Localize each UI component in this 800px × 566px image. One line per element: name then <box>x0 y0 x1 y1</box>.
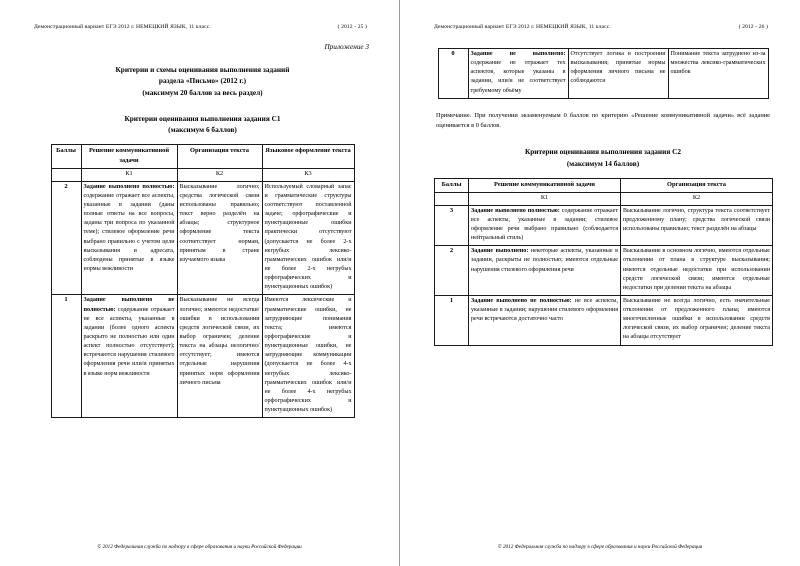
table-row <box>438 49 768 99</box>
criterion-cell-k1 <box>81 181 177 295</box>
criterion-cell-k2: Отсутствует логика в построении высказывания; принятые нормы оформления личного письма не соблюдаются <box>568 49 668 99</box>
table-row <box>51 181 354 295</box>
page-footer-right <box>400 544 800 550</box>
table-row <box>435 205 773 246</box>
table-row <box>435 246 773 296</box>
table-header-row <box>435 179 773 193</box>
section-subtitle-c1-line-2: (максимум 6 баллов) <box>168 125 237 135</box>
rubric-table-c1-continuation <box>438 48 769 99</box>
appendix-label: Приложение 3 <box>324 43 369 51</box>
criterion-lead-k1: Задание выполнено полностью: <box>471 207 560 214</box>
criterion-cell-k3: Понимание текста затруднено из-за множества лексико-грамматических ошибок <box>668 49 768 99</box>
criterion-cell-k2: Высказывание логично; средства логической связи использованы правильно; текст верно разделён на абзацы; структурное оформление текста соответствует нормам, принятым в стране изучаемого языка <box>177 181 262 295</box>
code-cell-k1: К1 <box>81 168 177 181</box>
running-head-text: Демонстрационный вариант ЕГЭ 2012 г. НЕМЕЦКИЙ ЯЗЫК, 11 класс. <box>434 24 611 30</box>
criterion-cell-k2: Высказывание в основном логично, имеются отдельные отклонения от плана в структуре высказывания; имеются отдельные недостатки при использовании средств логической связи; имеются отдельные недостатки при делении текста на абзацы <box>621 246 773 296</box>
score-cell: 1 <box>435 295 469 345</box>
criterion-text-k1: содержание отражает все аспекты, указанные в задании; стилевое оформление речи выбрано правильно (соблюдается нейтральный стиль) <box>471 207 618 242</box>
table-code-row <box>435 192 773 205</box>
criterion-text-k1: не все аспекты, указанные в задании; нарушения стилевого оформления речи встречаются достаточно часто <box>471 297 618 323</box>
code-cell-k1: К1 <box>469 192 621 205</box>
score-cell: 3 <box>435 205 469 246</box>
code-cell-k3: К3 <box>262 168 354 181</box>
criterion-cell-k2: Высказывание логично, структура текста соответствует предложенному плану; средства логической связи использованы правильно; текст разделён на абзацы <box>621 205 773 246</box>
score-cell: 2 <box>51 181 81 295</box>
criterion-lead-k1: Задание выполнено: <box>471 248 529 255</box>
footer-text: © 2012 Федеральная служба по надзору в сфере образования и науки Российской Федерации <box>97 544 302 550</box>
criterion-cell-k3: Имеются лексические и грамматические ошибки, не затрудняющие понимания текста; имеются орфографические и пунктуационные ошибки, не затрудняющие коммуникации (допускается не более 4-х негрубых лексико-грамматических ошибок или/и не более 4-х негрубых орфографических и пунктуационных ошибок) <box>262 295 354 418</box>
running-head-right <box>434 24 772 30</box>
page-title <box>34 64 371 98</box>
criterion-lead-k1: Задание выполнено полностью: <box>83 183 175 190</box>
page-title-line-1: Критерии и схемы оценивания выполнения заданий <box>115 65 290 74</box>
code-cell-k2: К2 <box>177 168 262 181</box>
rubric-table-c1 <box>51 144 355 418</box>
page-title-line-3: (максимум 20 баллов за весь раздел) <box>142 87 263 97</box>
criterion-cell-k1 <box>468 49 568 99</box>
criterion-text-k1: содержание отражает не все аспекты, указанные в задании (более одного аспекта раскрыто не полностью или один аспект полностью отсутствует); встречаются нарушения стилевого оформления речи или/и принятых в языке норм вежливости <box>83 306 175 377</box>
table-row <box>51 295 354 418</box>
footer-text: © 2012 Федеральная служба по надзору в сфере образования и науки Российской Федерации <box>497 544 703 550</box>
section-subtitle-c1-line-1: Критерии оценивания выполнения задания С1 <box>124 113 281 123</box>
section-subtitle-c1 <box>34 113 371 136</box>
column-header-k2: Организация текста <box>177 145 262 168</box>
score-cell: 1 <box>51 295 81 418</box>
criterion-cell-k1 <box>81 295 177 418</box>
note-paragraph: Примечание. При получении экзаменуемым 0 баллов по критерию «Решение коммуникативной задачи» всё задание оценивается в 0 баллов. <box>436 111 770 130</box>
column-header-k3: Языковое оформление текста <box>262 145 354 168</box>
criterion-cell-k1 <box>469 205 621 246</box>
criterion-cell-k2: Высказывание не всегда логично; имеются недостатки/ошибки в использовании средств логической связи, их выбор ограничен; деление текста на абзацы нелогично/отсутствует; имеются отдельные нарушения принятых норм оформления личного письма <box>177 295 262 418</box>
criterion-text-k1: содержание отражает все аспекты, указанные в задании (даны полные ответы на все вопросы, заданы три вопроса по указанной теме); стилевое оформление речи выбрано правильно с учетом цели высказывания и адресата, соблюдены принятые в языке нормы вежливости <box>83 192 175 272</box>
page-title-line-2: раздела «Письмо» (2012 г.) <box>158 76 247 86</box>
criterion-text-k1: некоторые аспекты, указанные в задании, раскрыты не полностью; имеются отдельные нарушения стилевого оформления речи <box>471 248 618 273</box>
running-head-text: Демонстрационный вариант ЕГЭ 2012 г. НЕМЕЦКИЙ ЯЗЫК, 11 класс. <box>34 24 211 30</box>
section-subtitle-c2 <box>434 146 772 169</box>
criterion-cell-k1 <box>469 295 621 345</box>
column-header-score: Баллы <box>51 145 81 168</box>
criterion-lead-k1: Задание не выполнено: <box>470 51 566 57</box>
column-header-k1: Решение коммуникативной задачи <box>81 145 177 168</box>
code-cell-k2: К2 <box>621 192 773 205</box>
criterion-cell-k2: Высказывание не всегда логично, есть значительные отклонения от предложенного плана; имеются многочисленные ошибки в использовании средств логической связи, их выбор ограничен; деление текста на абзацы отсутствует <box>621 295 773 345</box>
code-cell-score <box>435 192 469 205</box>
running-head-left <box>34 24 371 30</box>
criterion-cell-k1 <box>469 246 621 296</box>
page-footer-left <box>0 544 399 550</box>
page-marker: ( 2012 - 25 ) <box>337 24 367 30</box>
column-header-score: Баллы <box>435 179 469 193</box>
rubric-table-c2 <box>434 178 773 346</box>
score-cell: 0 <box>438 49 468 99</box>
section-subtitle-c2-line-1: Критерии оценивания выполнения задания С2 <box>524 147 682 157</box>
criterion-lead-k1: Задание выполнено не полностью: <box>83 297 175 313</box>
page-marker: ( 2012 - 26 ) <box>738 24 768 30</box>
criterion-cell-k3: Используемый словарный запас и грамматические структуры соответствуют поставленной задаче; орфографические и пунктуационные ошибки практически отсутствуют (допускается не более 2-х негрубых лексико-грамматических ошибок или/и не более 2-х негрубых орфографических и пунктуационных ошибок) <box>262 181 354 295</box>
table-header-row <box>51 145 354 168</box>
criterion-lead-k1: Задание выполнено не полностью: <box>471 297 572 304</box>
page-right <box>400 0 800 566</box>
table-row <box>435 295 773 345</box>
criterion-text-k1: содержание не отражает тех аспектов, которые указаны в задании, или/и не соответствует требуемому объёму <box>470 60 566 94</box>
section-subtitle-c2-line-2: (максимум 14 баллов) <box>566 158 640 168</box>
column-header-k1: Решение коммуникативной задачи <box>469 179 621 193</box>
column-header-k2: Организация текста <box>621 179 773 193</box>
score-cell: 2 <box>435 246 469 296</box>
code-cell-score <box>51 168 81 181</box>
table-code-row <box>51 168 354 181</box>
